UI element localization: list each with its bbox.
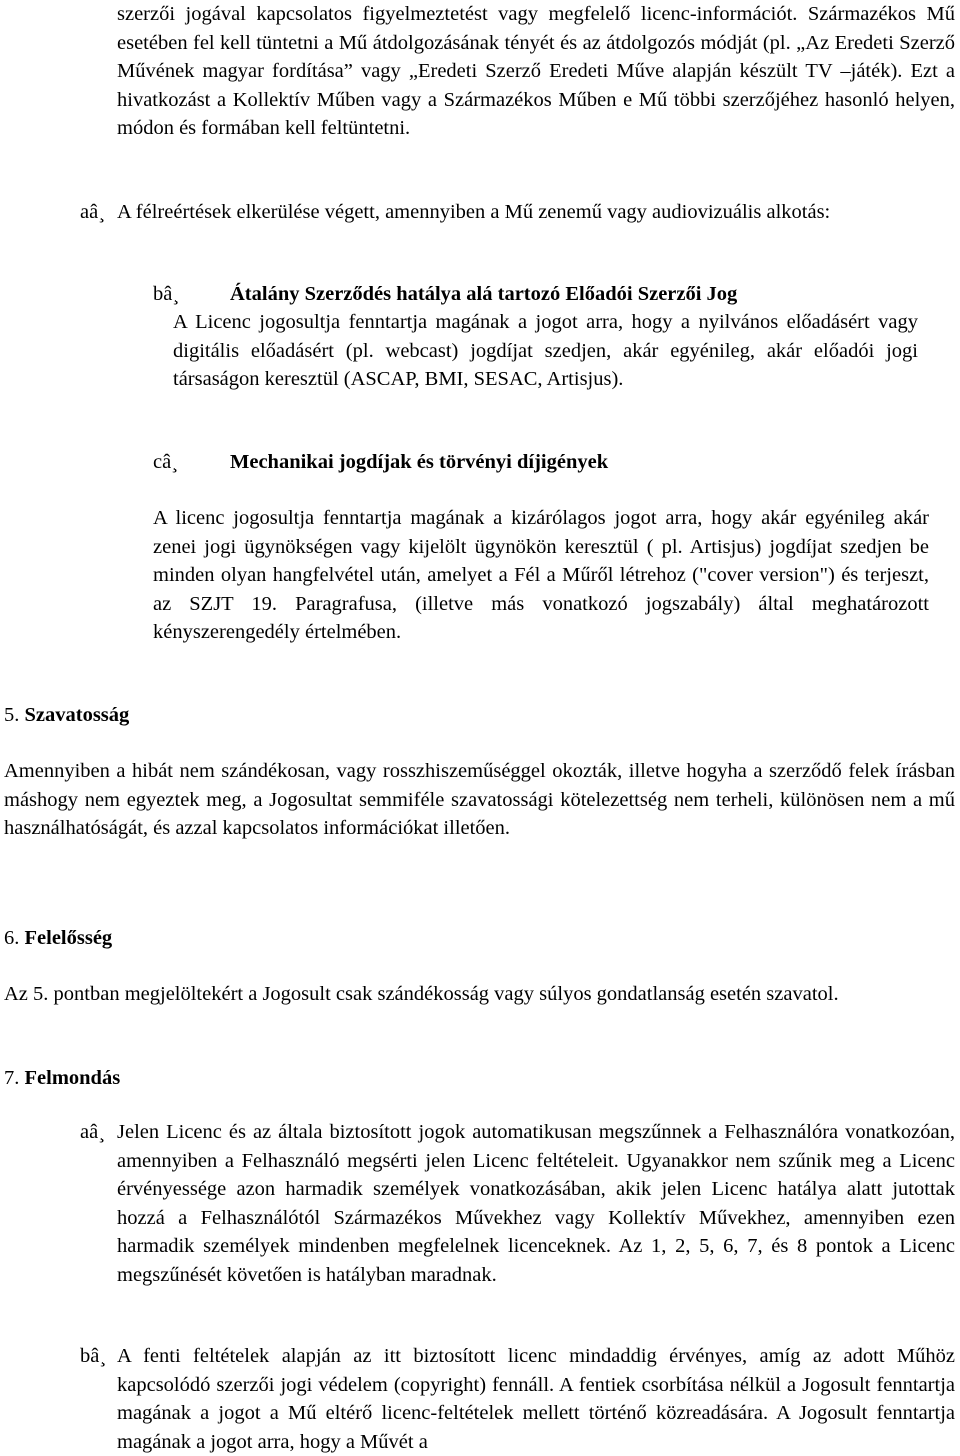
section-7-item-a-label: aâ¸ xyxy=(80,1121,106,1143)
section-6-title: Felelősség xyxy=(24,927,113,949)
section-7-item-a-text: Jelen Licenc és az általa biztosított jogok automatikusan megszűnnek a Felhasználóra vonatkozóan, amennyiben a Felhasználó megsérti jelen Licenc feltételeit. Ugyanakkor nem szűnik meg a Licenc érvényessége azon harmadik személyek vonatkozásában, akik jelen Licenc hatálya alatt jutottak hozzá a Felhasználótól Származékos Művekhez vagy Kollektív Művekhez, amennyiben ezen harmadik személyek mindenben megfelelnek licenceknek. Az 1, 2, 5, 6, 7, és 8 pontok a Licenc megszűnését követően is hatályban maradnak. xyxy=(117,1121,955,1286)
sub-c-label: câ¸ xyxy=(153,451,179,473)
section-5-title: Szavatosság xyxy=(24,704,130,726)
sub-c-text: A licenc jogosultja fenntartja magának a kizárólagos jogot arra, hogy akár egyénileg akár zenei jogi ügynökségen vagy kijelölt ügynökön keresztül ( pl. Artisjus) jogdíjat szedjen be minden olyan hangfelvétel után, amelyet a Fél a Műről létrehoz ("cover version") és terjeszt, az SZJT 19. Paragrafusa, (illetve más vonatkozó jogszabály) által meghatározott kényszerengedély értelmében. xyxy=(153,507,929,643)
section-7-item-b-label: bâ¸ xyxy=(80,1345,107,1367)
section-7-number: 7. xyxy=(4,1067,20,1089)
section-7-heading xyxy=(4,1064,120,1093)
section-7-item-b-text: A fenti feltételek alapján az itt biztosított licenc mindaddig érvényes, amíg az adott Műhöz kapcsolódó szerzői jogi védelem (copyright) fennáll. A fentiek csorbítása nélkül a Jogosult fenntartja magának a jogot a Mű eltérő licenc-feltételek mellett történő közreadására. A Jogosult fenntartja magának a jogot arra, hogy a Művét a xyxy=(117,1345,955,1453)
section-7-title: Felmondás xyxy=(24,1067,121,1089)
section-6-number: 6. xyxy=(4,927,20,949)
section-6-text: Az 5. pontban megjelöltekért a Jogosult csak szándékosság vagy súlyos gondatlanság esetén szavatol. xyxy=(4,983,839,1005)
section-5-text: Amennyiben a hibát nem szándékosan, vagy rosszhiszeműséggel okozták, illetve hogyha a szerződő felek írásban máshogy nem egyeztek meg, a Jogosultat semmiféle szavatossági kötelezettség nem terheli, különösen nem a mű használhatóságát, és azzal kapcsolatos információkat illetően. xyxy=(4,760,955,839)
section-5-number: 5. xyxy=(4,704,20,726)
section-6-heading xyxy=(4,924,112,953)
sub-b-heading: Átalány Szerződés hatálya alá tartozó Előadói Szerzői Jog xyxy=(230,283,738,305)
sub-c-heading: Mechanikai jogdíjak és törvényi díjigények xyxy=(230,451,609,473)
section-5-heading xyxy=(4,701,129,730)
item-a-label: aâ¸ xyxy=(80,201,106,223)
item-a-text: A félreértések elkerülése végett, amennyiben a Mű zenemű vagy audiovizuális alkotás: xyxy=(117,201,831,223)
intro-paragraph: szerzői jogával kapcsolatos figyelmeztetést vagy megfelelő licenc-információt. Származékos Mű esetében fel kell tüntetni a Mű átdolgozásának tényét és az átdolgozós módját (pl. „Az Eredeti Szerző Művének magyar fordítása” vagy „Eredeti Szerző Eredeti Műve alapján készült TV –játék). Ezt a hivatkozást a Kollektív Műben vagy a Származékos Műben e Mű többi szerzőjéhez hasonló helyen, módon és formában kell feltüntetni. xyxy=(117,3,955,139)
sub-b-text: A Licenc jogosultja fenntartja magának a jogot arra, hogy a nyilvános előadásért vagy digitális előadásért (pl. webcast) jogdíjat szedjen, akár egyénileg, akár előadói jogi társaságon keresztül (ASCAP, BMI, SESAC, Artisjus). xyxy=(173,311,918,390)
sub-b-label: bâ¸ xyxy=(153,283,180,305)
